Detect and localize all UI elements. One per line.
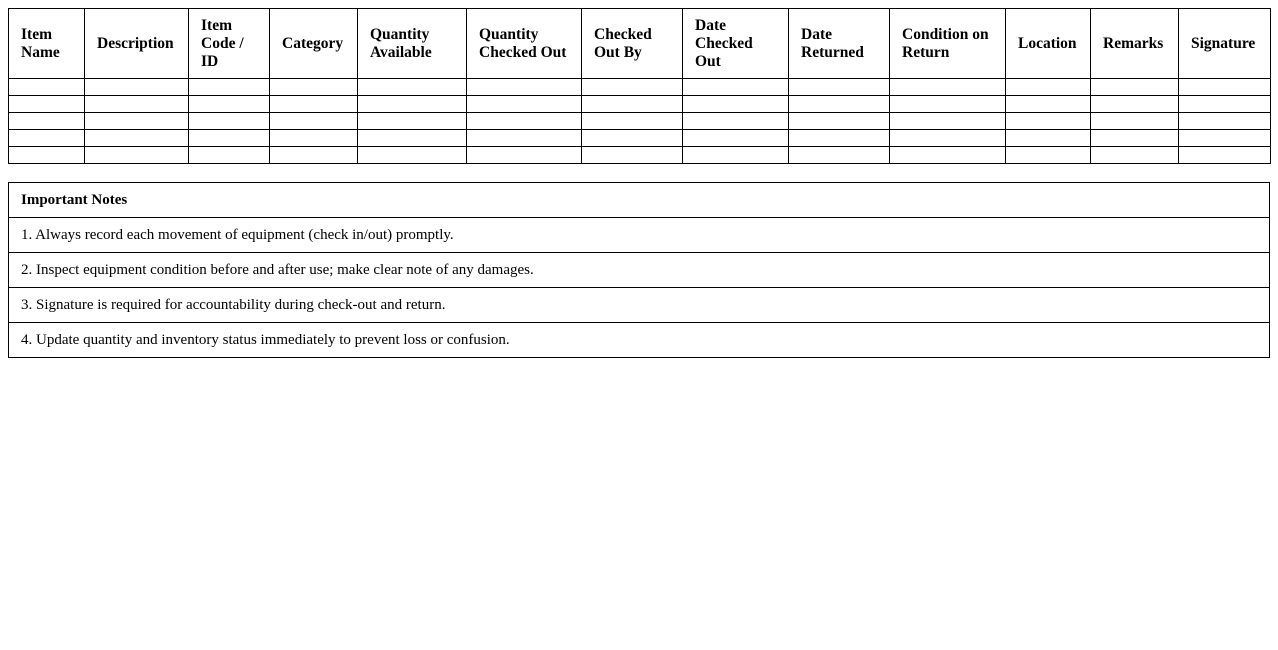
table-body — [9, 79, 1271, 164]
note-row — [9, 218, 1270, 253]
table-cell[interactable] — [270, 147, 358, 164]
table-cell[interactable] — [890, 79, 1006, 96]
table-cell[interactable] — [890, 130, 1006, 147]
table-cell[interactable] — [789, 79, 890, 96]
table-cell[interactable] — [1091, 147, 1179, 164]
table-cell[interactable] — [270, 113, 358, 130]
table-cell[interactable] — [358, 147, 467, 164]
table-cell[interactable] — [582, 96, 683, 113]
table-cell[interactable] — [270, 130, 358, 147]
header-category: Category — [270, 9, 358, 79]
note-row — [9, 323, 1270, 358]
table-cell[interactable] — [85, 147, 189, 164]
note-row — [9, 253, 1270, 288]
table-cell[interactable] — [189, 96, 270, 113]
header-item-code: Item Code / ID — [189, 9, 270, 79]
table-cell[interactable] — [1091, 79, 1179, 96]
table-row — [9, 130, 1271, 147]
table-cell[interactable] — [358, 96, 467, 113]
table-cell[interactable] — [582, 130, 683, 147]
table-cell[interactable] — [683, 96, 789, 113]
header-condition-on-return: Condition on Return — [890, 9, 1006, 79]
table-cell[interactable] — [1179, 79, 1271, 96]
note-item: 4. Update quantity and inventory status immediately to prevent loss or confusion. — [9, 323, 1270, 358]
table-cell[interactable] — [189, 147, 270, 164]
table-cell[interactable] — [683, 79, 789, 96]
note-item: 3. Signature is required for accountability during check-out and return. — [9, 288, 1270, 323]
header-quantity-checked-out: Quantity Checked Out — [467, 9, 582, 79]
header-signature: Signature — [1179, 9, 1271, 79]
table-cell[interactable] — [683, 113, 789, 130]
table-cell[interactable] — [1006, 96, 1091, 113]
header-item-name: Item Name — [9, 9, 85, 79]
table-cell[interactable] — [890, 96, 1006, 113]
note-item: 1. Always record each movement of equipment (check in/out) promptly. — [9, 218, 1270, 253]
table-cell[interactable] — [789, 96, 890, 113]
table-cell[interactable] — [582, 79, 683, 96]
table-cell[interactable] — [9, 113, 85, 130]
table-cell[interactable] — [85, 96, 189, 113]
table-cell[interactable] — [890, 113, 1006, 130]
table-cell[interactable] — [189, 130, 270, 147]
table-header-row — [9, 9, 1271, 79]
table-cell[interactable] — [189, 79, 270, 96]
table-cell[interactable] — [1179, 96, 1271, 113]
notes-title: Important Notes — [9, 183, 1270, 218]
table-cell[interactable] — [85, 130, 189, 147]
table-cell[interactable] — [9, 96, 85, 113]
table-cell[interactable] — [85, 79, 189, 96]
table-cell[interactable] — [85, 113, 189, 130]
table-cell[interactable] — [890, 147, 1006, 164]
notes-header-row — [9, 183, 1270, 218]
table-cell[interactable] — [467, 96, 582, 113]
table-cell[interactable] — [467, 113, 582, 130]
table-cell[interactable] — [789, 147, 890, 164]
table-row — [9, 113, 1271, 130]
table-cell[interactable] — [1091, 130, 1179, 147]
table-cell[interactable] — [189, 113, 270, 130]
table-row — [9, 96, 1271, 113]
table-cell[interactable] — [270, 96, 358, 113]
table-cell[interactable] — [467, 147, 582, 164]
table-cell[interactable] — [9, 79, 85, 96]
note-row — [9, 288, 1270, 323]
table-cell[interactable] — [1091, 96, 1179, 113]
important-notes-table — [8, 182, 1270, 358]
table-cell[interactable] — [358, 113, 467, 130]
table-cell[interactable] — [1179, 130, 1271, 147]
document-body — [8, 8, 1270, 358]
table-cell[interactable] — [467, 130, 582, 147]
table-cell[interactable] — [1006, 130, 1091, 147]
table-cell[interactable] — [582, 113, 683, 130]
header-description: Description — [85, 9, 189, 79]
table-cell[interactable] — [9, 147, 85, 164]
table-cell[interactable] — [1006, 147, 1091, 164]
header-date-checked-out: Date Checked Out — [683, 9, 789, 79]
table-cell[interactable] — [358, 130, 467, 147]
note-item: 2. Inspect equipment condition before and after use; make clear note of any damages. — [9, 253, 1270, 288]
table-cell[interactable] — [358, 79, 467, 96]
table-cell[interactable] — [683, 130, 789, 147]
table-cell[interactable] — [1179, 113, 1271, 130]
equipment-log-table — [8, 8, 1271, 164]
header-date-returned: Date Returned — [789, 9, 890, 79]
table-cell[interactable] — [1179, 147, 1271, 164]
table-cell[interactable] — [1091, 113, 1179, 130]
header-location: Location — [1006, 9, 1091, 79]
table-cell[interactable] — [270, 79, 358, 96]
table-cell[interactable] — [1006, 79, 1091, 96]
table-cell[interactable] — [9, 130, 85, 147]
table-cell[interactable] — [582, 147, 683, 164]
table-cell[interactable] — [789, 113, 890, 130]
table-cell[interactable] — [1006, 113, 1091, 130]
table-cell[interactable] — [467, 79, 582, 96]
header-remarks: Remarks — [1091, 9, 1179, 79]
table-row — [9, 147, 1271, 164]
table-cell[interactable] — [789, 130, 890, 147]
header-quantity-available: Quantity Available — [358, 9, 467, 79]
header-checked-out-by: Checked Out By — [582, 9, 683, 79]
table-cell[interactable] — [683, 147, 789, 164]
table-row — [9, 79, 1271, 96]
